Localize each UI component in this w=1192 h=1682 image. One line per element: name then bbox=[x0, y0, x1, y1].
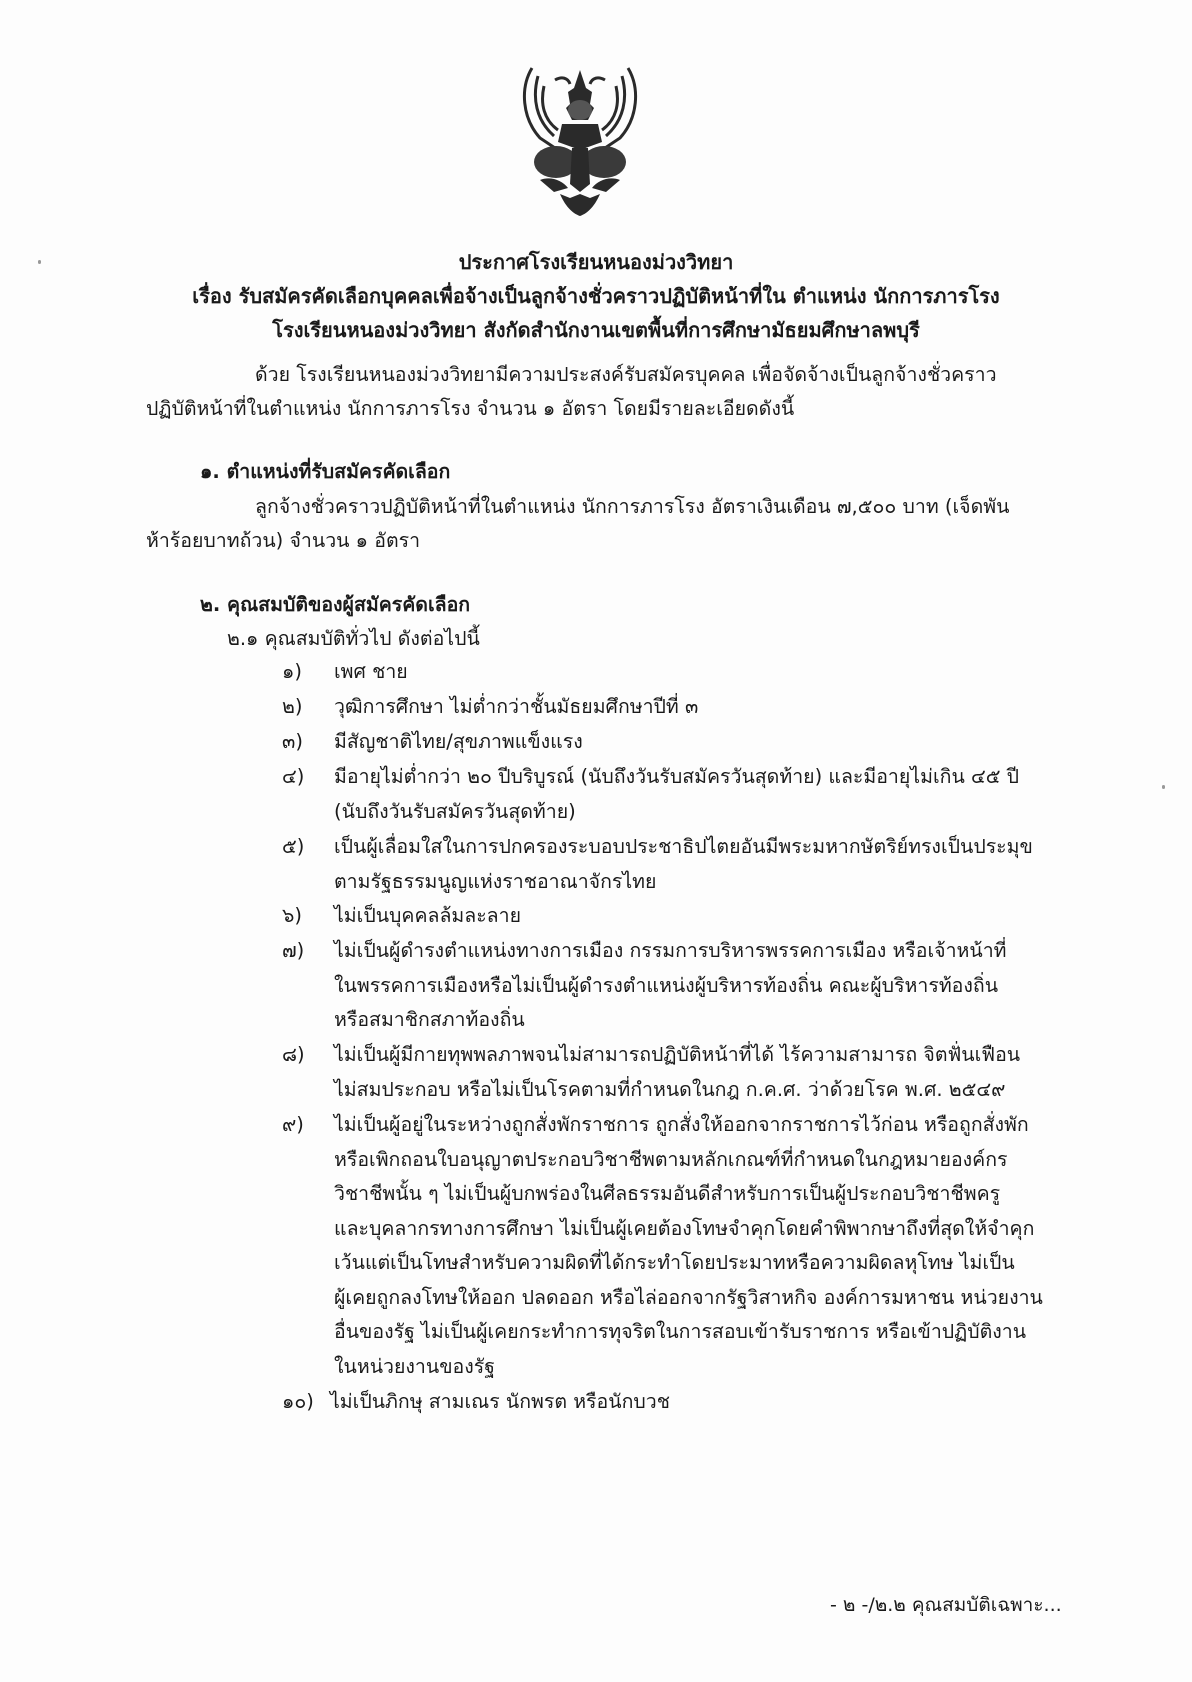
item-number: ๒) bbox=[282, 695, 303, 718]
item-number: ๕) bbox=[282, 835, 305, 858]
item-text: ในหน่วยงานของรัฐ bbox=[334, 1354, 496, 1378]
scan-speck bbox=[1162, 785, 1165, 789]
item-text: ไม่เป็นบุคคลล้มละลาย bbox=[334, 904, 522, 927]
item-number: ๑๐) bbox=[282, 1390, 314, 1413]
section-1-line-1: ลูกจ้างชั่วคราวปฏิบัติหน้าที่ในตำแหน่ง นักการภารโรง อัตราเงินเดือน ๗,๕๐๐ บาท (เจ็ดพัน bbox=[255, 495, 1010, 518]
section-2-heading: ๒. คุณสมบัติของผู้สมัครคัดเลือก bbox=[200, 593, 471, 616]
item-text: ไม่เป็นผู้อยู่ในระหว่างถูกสั่งพักราชการ ถูกสั่งให้ออกจากราชการไว้ก่อน หรือถูกสั่งพัก bbox=[334, 1113, 1029, 1136]
page-continuation-note: - ๒ -/๒.๒ คุณสมบัติเฉพาะ... bbox=[830, 1594, 1062, 1616]
announcement-organization: โรงเรียนหนองม่วงวิทยา สังกัดสำนักงานเขตพื้นที่การศึกษามัธยมศึกษาลพบุรี bbox=[272, 318, 920, 342]
item-number: ๖) bbox=[282, 904, 302, 927]
item-text: เป็นผู้เลื่อมใสในการปกครองระบอบประชาธิปไตยอันมีพระมหากษัตริย์ทรงเป็นประมุข bbox=[334, 835, 1033, 858]
item-number: ๙) bbox=[282, 1113, 304, 1136]
item-text: ตามรัฐธรรมนูญแห่งราชอาณาจักรไทย bbox=[334, 869, 657, 893]
section-2-1-subheading: ๒.๑ คุณสมบัติทั่วไป ดังต่อไปนี้ bbox=[227, 627, 480, 650]
item-text: อื่นของรัฐ ไม่เป็นผู้เคยกระทำการทุจริตในการสอบเข้ารับราชการ หรือเข้าปฏิบัติงาน bbox=[334, 1320, 1027, 1343]
announcement-title: ประกาศโรงเรียนหนองม่วงวิทยา bbox=[458, 250, 734, 274]
item-number: ๔) bbox=[282, 765, 305, 788]
item-text: มีสัญชาติไทย/สุขภาพแข็งแรง bbox=[334, 730, 583, 753]
item-text: ไม่เป็นภิกษุ สามเณร นักพรต หรือนักบวช bbox=[330, 1390, 670, 1413]
item-number: ๓) bbox=[282, 730, 303, 753]
scan-speck bbox=[38, 260, 41, 264]
item-text: วุฒิการศึกษา ไม่ต่ำกว่าชั้นมัธยมศึกษาปีที่ ๓ bbox=[334, 695, 699, 718]
item-number: ๗) bbox=[282, 939, 305, 962]
item-number: ๑) bbox=[282, 660, 302, 683]
item-text: ในพรรคการเมืองหรือไม่เป็นผู้ดำรงตำแหน่งผู้บริหารท้องถิ่น คณะผู้บริหารท้องถิ่น bbox=[334, 973, 999, 997]
item-text: ไม่เป็นผู้ดำรงตำแหน่งทางการเมือง กรรมการบริหารพรรคการเมือง หรือเจ้าหน้าที่ bbox=[334, 939, 1007, 962]
section-1-heading: ๑. ตำแหน่งที่รับสมัครคัดเลือก bbox=[200, 460, 451, 483]
intro-line-1: ด้วย โรงเรียนหนองม่วงวิทยามีความประสงค์รับสมัครบุคคล เพื่อจัดจ้างเป็นลูกจ้างชั่วคราว bbox=[255, 363, 997, 386]
item-number: ๘) bbox=[282, 1043, 305, 1066]
item-text: เพศ ชาย bbox=[334, 660, 408, 683]
garuda-emblem-icon bbox=[510, 58, 650, 218]
item-text: เว้นแต่เป็นโทษสำหรับความผิดที่ได้กระทำโดยประมาทหรือความผิดลหุโทษ ไม่เป็น bbox=[334, 1251, 1015, 1274]
item-text: หรือสมาชิกสภาท้องถิ่น bbox=[334, 1008, 525, 1031]
item-text: ไม่สมประกอบ หรือไม่เป็นโรคตามที่กำหนดในกฎ ก.ค.ศ. ว่าด้วยโรค พ.ศ. ๒๕๔๙ bbox=[334, 1077, 1006, 1101]
intro-line-2: ปฏิบัติหน้าที่ในตำแหน่ง นักการภารโรง จำนวน ๑ อัตรา โดยมีรายละเอียดดังนี้ bbox=[146, 397, 795, 420]
item-text: และบุคลากรทางการศึกษา ไม่เป็นผู้เคยต้องโทษจำคุกโดยคำพิพากษาถึงที่สุดให้จำคุก bbox=[334, 1216, 1035, 1240]
item-text: มีอายุไม่ต่ำกว่า ๒๐ ปีบริบูรณ์ (นับถึงวันรับสมัครวันสุดท้าย) และมีอายุไม่เกิน ๔๕ ปี bbox=[334, 765, 1020, 788]
section-1-line-2: ห้าร้อยบาทถ้วน) จำนวน ๑ อัตรา bbox=[146, 529, 421, 552]
item-text: ไม่เป็นผู้มีกายทุพพลภาพจนไม่สามารถปฏิบัติหน้าที่ได้ ไร้ความสามารถ จิตฟั่นเฟือน bbox=[334, 1043, 1021, 1066]
item-text: ผู้เคยถูกลงโทษให้ออก ปลดออก หรือไล่ออกจากรัฐวิสาหกิจ องค์การมหาชน หน่วยงาน bbox=[334, 1285, 1043, 1309]
item-text: หรือเพิกถอนใบอนุญาตประกอบวิชาชีพตามหลักเกณฑ์ที่กำหนดในกฎหมายองค์กร bbox=[334, 1147, 1008, 1171]
item-text: วิชาชีพนั้น ๆ ไม่เป็นผู้บกพร่องในศีลธรรมอันดีสำหรับการเป็นผู้ประกอบวิชาชีพครู bbox=[334, 1182, 1001, 1205]
item-text: (นับถึงวันรับสมัครวันสุดท้าย) bbox=[334, 799, 576, 823]
announcement-subject: เรื่อง รับสมัครคัดเลือกบุคคลเพื่อจ้างเป็นลูกจ้างชั่วคราวปฏิบัติหน้าที่ใน ตำแหน่ง นักการภารโรง bbox=[192, 284, 1000, 308]
